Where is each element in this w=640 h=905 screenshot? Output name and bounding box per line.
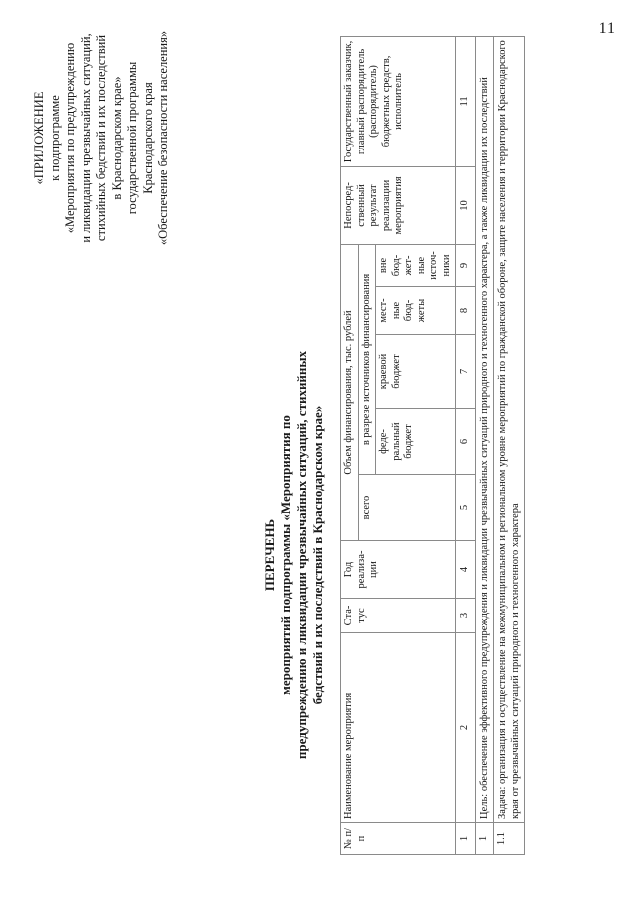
- appendix-line: Краснодарского края: [140, 82, 155, 194]
- goal-text: Цель: обеспечение эффективного предупреждения и ликвидации чрезвычайных ситуаций природного и техногенного характера, а также ликвидации их последствий: [475, 36, 493, 822]
- title-line: бедствий и их последствий в Краснодарском крае»: [310, 405, 325, 705]
- title-heading: ПЕРЕЧЕНЬ: [262, 518, 277, 592]
- appendix-line: к подпрограмме: [47, 95, 62, 181]
- row-number: 1: [475, 823, 493, 855]
- header-row: [341, 36, 359, 854]
- column-number: 3: [456, 599, 476, 633]
- column-number: 7: [456, 335, 476, 409]
- header-year: Год реализа- ции: [341, 541, 456, 599]
- task-text: Задача: организация и осуществление на межмуниципальном и региональном уровне мероприятий по гражданской обороне, защите населения и территории Краснодарского края от чрезвычайных ситуаций природного и техногенного характера: [493, 36, 524, 822]
- appendix-block: [32, 23, 172, 253]
- header-regional: краевой бюджет: [376, 335, 456, 409]
- header-extra: вне бюд- жет- ные источ- ники: [376, 244, 456, 286]
- column-number: 2: [456, 633, 476, 823]
- table-row: [475, 36, 493, 854]
- column-number: 10: [456, 166, 476, 244]
- title-line: предупреждению и ликвидации чрезвычайных ситуаций, стихийных: [294, 350, 309, 760]
- column-number: 9: [456, 244, 476, 286]
- header-name: Наименование мероприятия: [341, 633, 456, 823]
- header-status: Ста- тус: [341, 599, 456, 633]
- appendix-line: стихийных бедствий и их последствий: [94, 34, 108, 242]
- column-number: 4: [456, 541, 476, 599]
- appendix-line: в Краснодарском крае»: [109, 76, 124, 200]
- header-customer: Государственный заказчик, главный распорядитель (распорядитель) бюджетных средств, исполнитель: [341, 36, 456, 166]
- header-total: всего: [358, 475, 456, 541]
- column-number: 1: [456, 823, 476, 855]
- appendix-line: «ПРИЛОЖЕНИЕ: [32, 91, 46, 185]
- measures-table: [340, 36, 525, 855]
- page-number: 11: [598, 20, 616, 37]
- appendix-line: и ликвидации чрезвычайных ситуаций,: [78, 33, 93, 243]
- column-number: 11: [456, 36, 476, 166]
- header-federal: феде- ральный бюджет: [376, 409, 456, 475]
- column-number: 6: [456, 409, 476, 475]
- header-by-source: в разрезе источников финансирования: [358, 244, 376, 474]
- header-funding: Объем финансирования, тыс. рублей: [341, 244, 359, 540]
- header-result: Непосред- ственный результат реализации мероприятия: [341, 166, 456, 244]
- column-number: 5: [456, 475, 476, 541]
- row-number: 1.1: [493, 823, 524, 855]
- table-row: [493, 36, 524, 854]
- appendix-line: государственной программы: [125, 61, 139, 215]
- header-num: № п/п: [341, 823, 456, 855]
- column-number: 8: [456, 287, 476, 335]
- document-title: [262, 325, 326, 785]
- column-number-row: [456, 36, 476, 854]
- title-line: мероприятий подпрограммы «Мероприятия по: [278, 415, 293, 695]
- appendix-line: «Обеспечение безопасности населения»: [156, 30, 170, 246]
- appendix-line: «Мероприятия по предупреждению: [63, 42, 77, 234]
- header-local: мест- ные бюд- жеты: [376, 287, 456, 335]
